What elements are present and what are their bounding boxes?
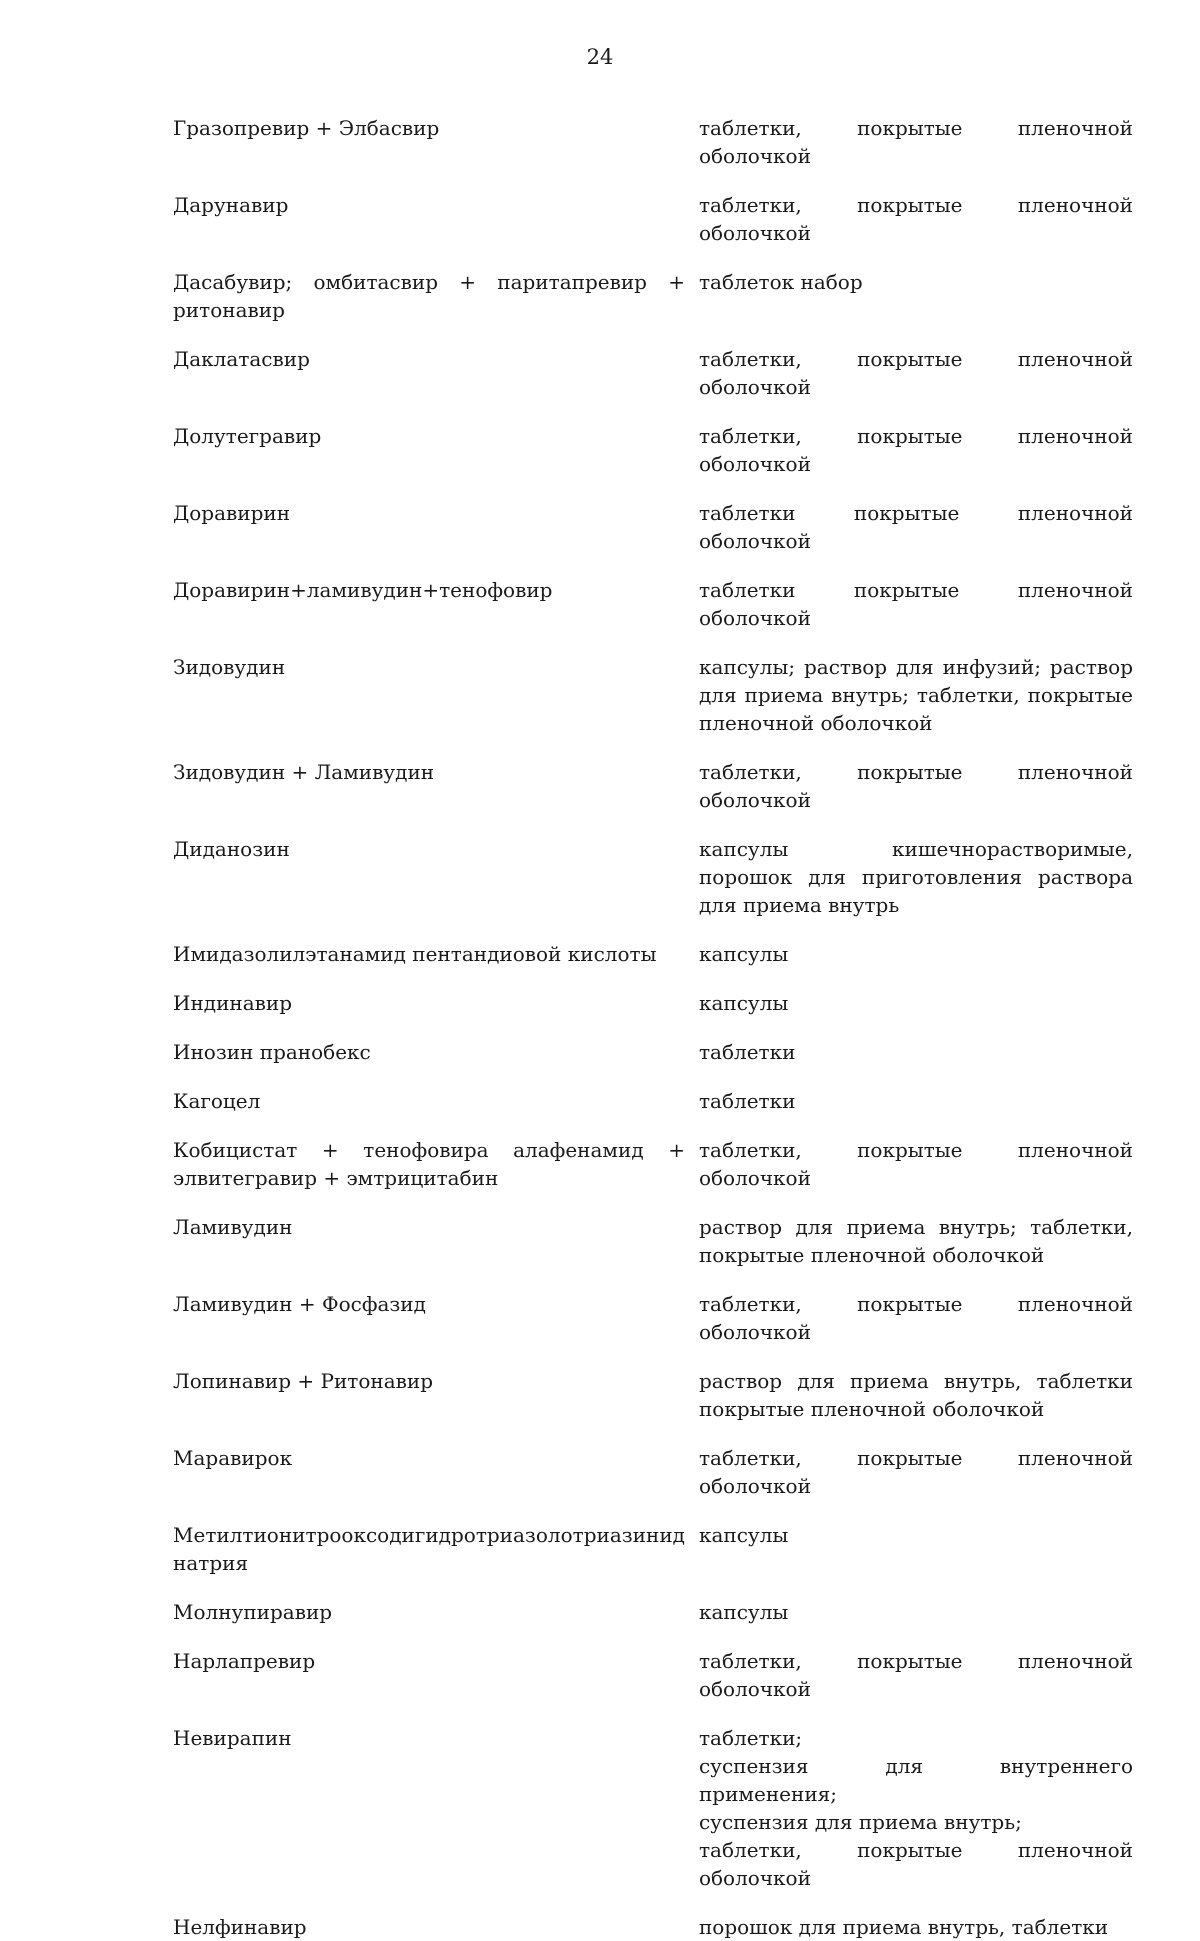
table-row [173,1213,1133,1290]
dosage-form: таблетки покрытые пленочной оболочкой [698,501,1133,553]
table-row [173,989,1133,1038]
dosage-form: раствор для приема внутрь; таблетки, покрытые пленочной оболочкой [698,1215,1133,1267]
table-row [173,1913,1133,1941]
table-row [173,1444,1133,1521]
drug-name: Лопинавир + Ритонавир [173,1369,434,1393]
table-row [173,1038,1133,1087]
table-row [173,576,1133,653]
dosage-form-line: суспензия для приема внутрь; [698,1810,1022,1834]
drug-name: Ламивудин [173,1215,293,1239]
table-row [173,1367,1133,1444]
table-row [173,499,1133,576]
table-row [173,268,1133,345]
drug-name: Дасабувир; омбитасвир + паритапревир + ритонавир [173,270,685,322]
table-row [173,940,1133,989]
drug-name: Кобицистат + тенофовира алафенамид + элвитегравир + эмтрицитабин [173,1138,685,1190]
drug-name: Молнупиравир [173,1600,333,1624]
table-row [173,653,1133,758]
drug-name: Зидовудин [173,655,286,679]
table-row [173,1521,1133,1598]
table-row [173,191,1133,268]
table-row [173,345,1133,422]
dosage-form: таблетки [698,1040,796,1064]
dosage-form: таблетки, покрытые пленочной оболочкой [698,116,1133,168]
drug-name: Даклатасвир [173,347,310,371]
dosage-form-line: суспензия для внутреннего применения; [698,1754,1133,1806]
dosage-form-line: таблетки; [698,1726,803,1750]
drug-table-body [173,114,1133,1941]
drug-name: Долутегравир [173,424,322,448]
drug-name: Кагоцел [173,1089,261,1113]
drug-name: Инозин пранобекс [173,1040,371,1064]
page-number: 24 [586,45,614,69]
drug-name: Имидазолилэтанамид пентандиовой кислоты [173,942,657,966]
dosage-form: таблетки, покрытые пленочной оболочкой [698,1446,1133,1498]
drug-name: Маравирок [173,1446,293,1470]
drug-name: Доравирин [173,501,291,525]
table-row [173,1647,1133,1724]
drug-name: Гразопревир + Элбасвир [173,116,440,140]
dosage-form: капсулы кишечнорастворимые, порошок для приготовления раствора для приема внутрь [698,837,1133,917]
dosage-form: капсулы [698,1600,789,1624]
dosage-form: таблетки, покрытые пленочной оболочкой [698,1292,1133,1344]
drug-table [173,114,1133,1941]
drug-name: Нелфинавир [173,1915,307,1939]
dosage-form: таблетки, покрытые пленочной оболочкой [698,760,1133,812]
drug-name: Ламивудин + Фосфазид [173,1292,426,1316]
table-row [173,1087,1133,1136]
dosage-form: раствор для приема внутрь, таблетки покрытые пленочной оболочкой [698,1369,1133,1421]
drug-name: Индинавир [173,991,293,1015]
table-row [173,835,1133,940]
table-row [173,1598,1133,1647]
dosage-form: таблетки, покрытые пленочной оболочкой [698,424,1133,476]
table-row [173,758,1133,835]
drug-name: Нарлапревир [173,1649,316,1673]
dosage-form: капсулы [698,1523,789,1547]
drug-name: Невирапин [173,1726,292,1750]
dosage-form: таблетки покрытые пленочной оболочкой [698,578,1133,630]
dosage-form: порошок для приема внутрь, таблетки [698,1915,1109,1939]
dosage-form: капсулы; раствор для инфузий; раствор для приема внутрь; таблетки, покрытые пленочной оболочкой [698,655,1133,735]
dosage-form: таблетки, покрытые пленочной оболочкой [698,347,1133,399]
dosage-form [699,1724,1133,1913]
dosage-form: капсулы [698,991,789,1015]
table-row [173,422,1133,499]
dosage-form: таблеток набор [698,270,863,294]
table-row [173,114,1133,191]
dosage-form: таблетки, покрытые пленочной оболочкой [698,1138,1133,1190]
drug-name: Доравирин+ламивудин+тенофовир [173,578,553,602]
drug-name: Метилтионитрооксодигидротриазолотриазинид натрия [173,1523,685,1575]
drug-name: Дарунавир [173,193,289,217]
dosage-form-line: таблетки, покрытые пленочной оболочкой [698,1838,1133,1890]
drug-name: Зидовудин + Ламивудин [173,760,435,784]
dosage-form: таблетки [698,1089,796,1113]
dosage-form: капсулы [698,942,789,966]
drug-name: Диданозин [173,837,290,861]
table-row [173,1290,1133,1367]
dosage-form: таблетки, покрытые пленочной оболочкой [698,1649,1133,1701]
table-row [173,1136,1133,1213]
dosage-form: таблетки, покрытые пленочной оболочкой [698,193,1133,245]
table-row [173,1724,1133,1913]
